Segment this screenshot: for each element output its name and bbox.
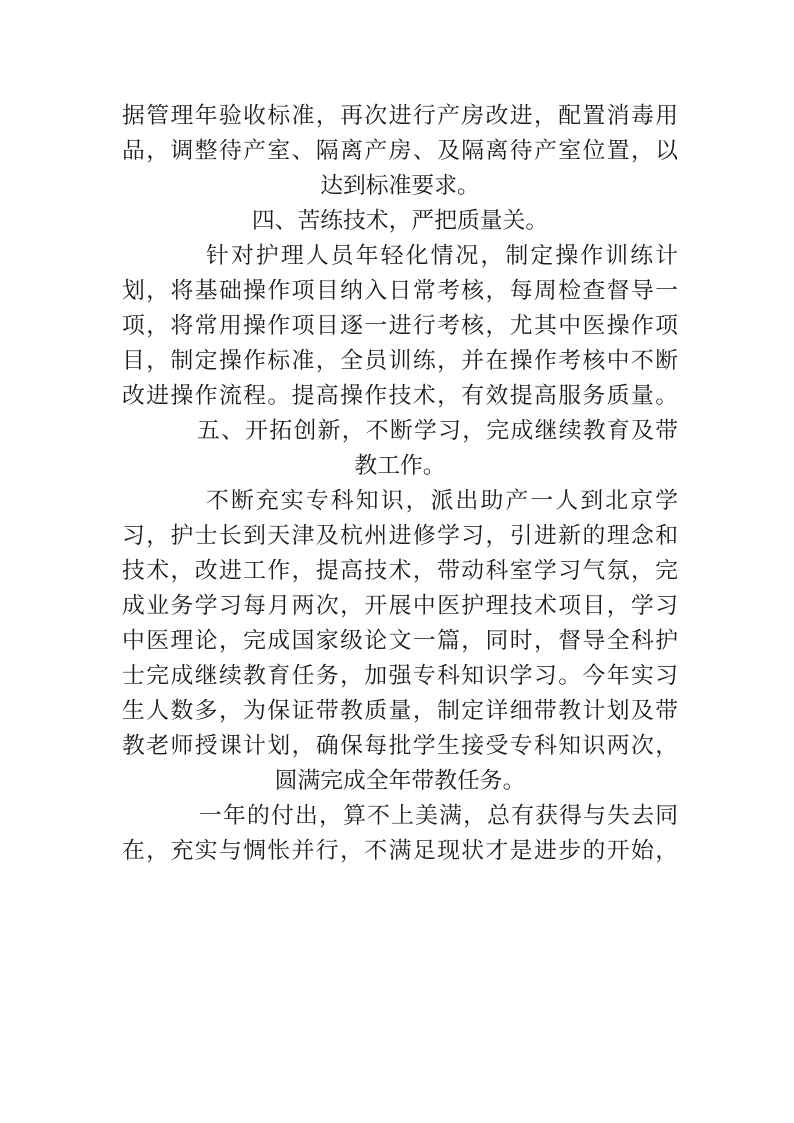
text-line: 针对护理人员年轻化情况，制定操作训练计 — [206, 243, 678, 269]
text-line: 不断充实专科知识，派出助产一人到北京学 — [206, 488, 678, 514]
section-heading: 五、开拓创新，不断学习，完成继续教育及带 — [197, 418, 678, 444]
text-line: 达到标准要求。 — [320, 173, 480, 199]
text-line: 士完成继续教育任务，加强专科知识学习。今年实习 — [122, 663, 678, 689]
text-line: 改进操作流程。提高操作技术，有效提高服务质量。 — [122, 383, 678, 409]
section-heading-continued: 教工作。 — [354, 453, 446, 479]
text-line: 一年的付出，算不上美满，总有获得与失去同 — [199, 803, 678, 829]
text-line: 生人数多，为保证带教质量，制定详细带教计划及带 — [122, 698, 678, 724]
text-line: 据管理年验收标准，再次进行产房改进，配置消毒用 — [122, 103, 678, 129]
text-line: 品，调整待产室、隔离产房、及隔离待产室位置，以 — [122, 138, 678, 164]
text-line: 成业务学习每月两次，开展中医护理技术项目，学习 — [122, 593, 678, 619]
text-line: 中医理论，完成国家级论文一篇，同时，督导全科护 — [122, 628, 678, 654]
text-line: 在，充实与惆怅并行，不满足现状才是进步的开始， — [122, 838, 678, 864]
text-line: 技术，改进工作，提高技术，带动科室学习气氛，完 — [122, 558, 678, 584]
section-heading: 四、苦练技术，严把质量关。 — [251, 208, 549, 234]
text-line: 划，将基础操作项目纳入日常考核，每周检查督导一 — [122, 278, 678, 304]
text-line: 目，制定操作标准，全员训练，并在操作考核中不断 — [122, 348, 678, 374]
text-line: 圆满完成全年带教任务。 — [274, 768, 526, 794]
body-text — [122, 99, 678, 869]
text-line: 教老师授课计划，确保每批学生接受专科知识两次， — [122, 733, 678, 759]
text-line: 习，护士长到天津及杭州进修学习，引进新的理念和 — [122, 523, 678, 549]
text-line: 项，将常用操作项目逐一进行考核，尤其中医操作项 — [122, 313, 678, 339]
